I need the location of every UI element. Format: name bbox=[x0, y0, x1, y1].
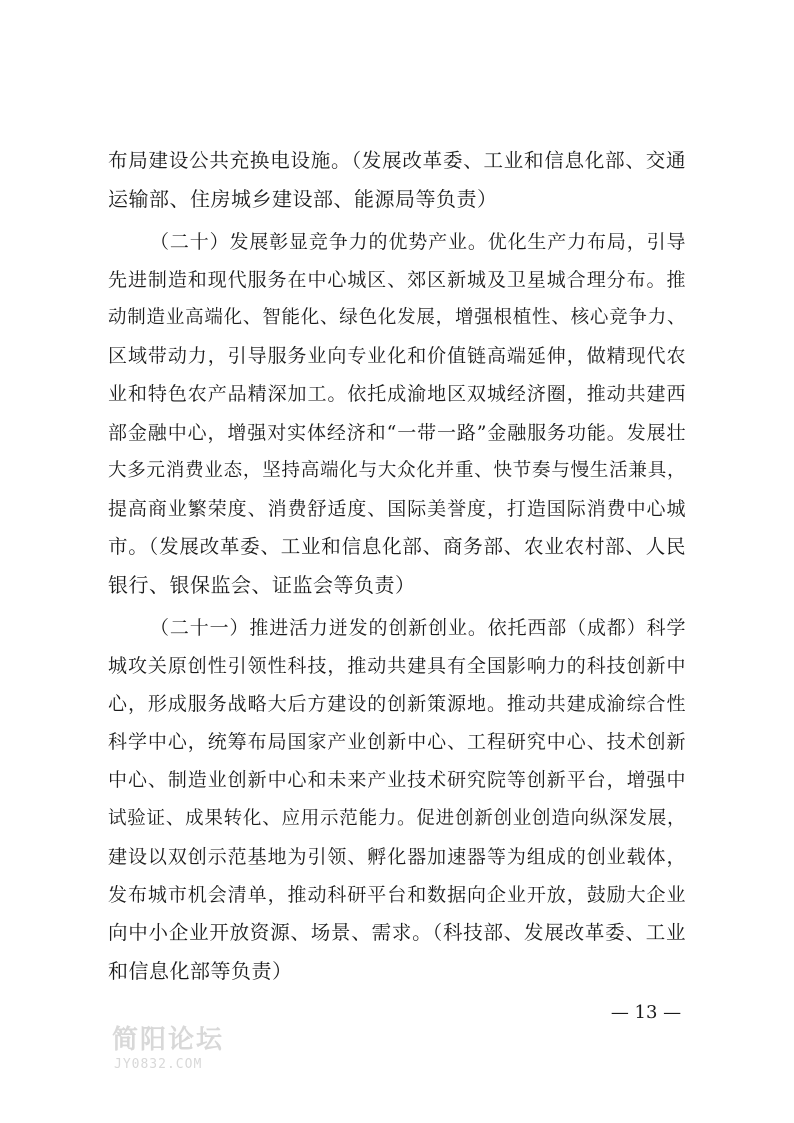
text-line: 银行、银保监会、证监会等负责） bbox=[108, 573, 416, 597]
text-line: 市。（发展改革委、工业和信息化部、商务部、农业农村部、人民 bbox=[108, 535, 686, 558]
page-number: — 13 — bbox=[610, 1002, 682, 1023]
section-heading-line: （二十）发展彰显竞争力的优势产业。优化生产力布局，引导 bbox=[150, 231, 686, 253]
text-line: 科学中心，统筹布局国家产业创新中心、工程研究中心、技术创新 bbox=[108, 731, 686, 753]
watermark-site: JY0832.COM bbox=[114, 1057, 203, 1072]
text-line: 布局建设公共充换电设施。（发展改革委、工业和信息化部、交通 bbox=[108, 149, 686, 172]
text-line: 动制造业高端化、智能化、绿色化发展，增强根植性、核心竞争力、 bbox=[108, 307, 686, 328]
text-line: 业和特色农产品精深加工。依托成渝地区双城经济圈，推动共建西 bbox=[108, 383, 686, 405]
text-line: 中心、制造业创新中心和未来产业技术研究院等创新平台，增强中 bbox=[108, 769, 686, 791]
text-line: 提高商业繁荣度、消费舒适度、国际美誉度，打造国际消费中心城 bbox=[108, 498, 686, 520]
text-line: 向中小企业开放资源、场景、需求。（科技部、发展改革委、工业 bbox=[108, 921, 686, 944]
text-line: 先进制造和现代服务在中心城区、郊区新城及卫星城合理分布。推 bbox=[108, 269, 686, 291]
text-line: 城攻关原创性引领性科技，推动共建具有全国影响力的科技创新中 bbox=[108, 655, 686, 677]
text-line: 区域带动力，引导服务业向专业化和价值链高端延伸，做精现代农 bbox=[108, 345, 686, 367]
text-line: 大多元消费业态，坚持高端化与大众化并重、快节奏与慢生活兼具， bbox=[108, 460, 686, 481]
text-line: 部金融中心，增强对实体经济和“一带一路”金融服务功能。发展壮 bbox=[108, 422, 686, 444]
text-line: 试验证、成果转化、应用示范能力。促进创新创业创造向纵深发展， bbox=[108, 808, 686, 829]
section-heading-line: （二十一）推进活力迸发的创新创业。依托西部（成都）科学 bbox=[150, 617, 686, 639]
text-line: 发布城市机会清单，推动科研平台和数据向企业开放，鼓励大企业 bbox=[108, 884, 686, 906]
watermark-name: 简阳论坛 bbox=[112, 1025, 225, 1055]
text-line: 建设以双创示范基地为引领、孵化器加速器等为组成的创业载体， bbox=[108, 846, 686, 868]
text-line: 和信息化部等负责） bbox=[108, 959, 293, 983]
text-line: 心，形成服务战略大后方建设的创新策源地。推动共建成渝综合性 bbox=[108, 693, 686, 715]
watermark-logo bbox=[112, 1025, 232, 1077]
text-line: 运输部、住房城乡建设部、能源局等负责） bbox=[108, 187, 498, 211]
